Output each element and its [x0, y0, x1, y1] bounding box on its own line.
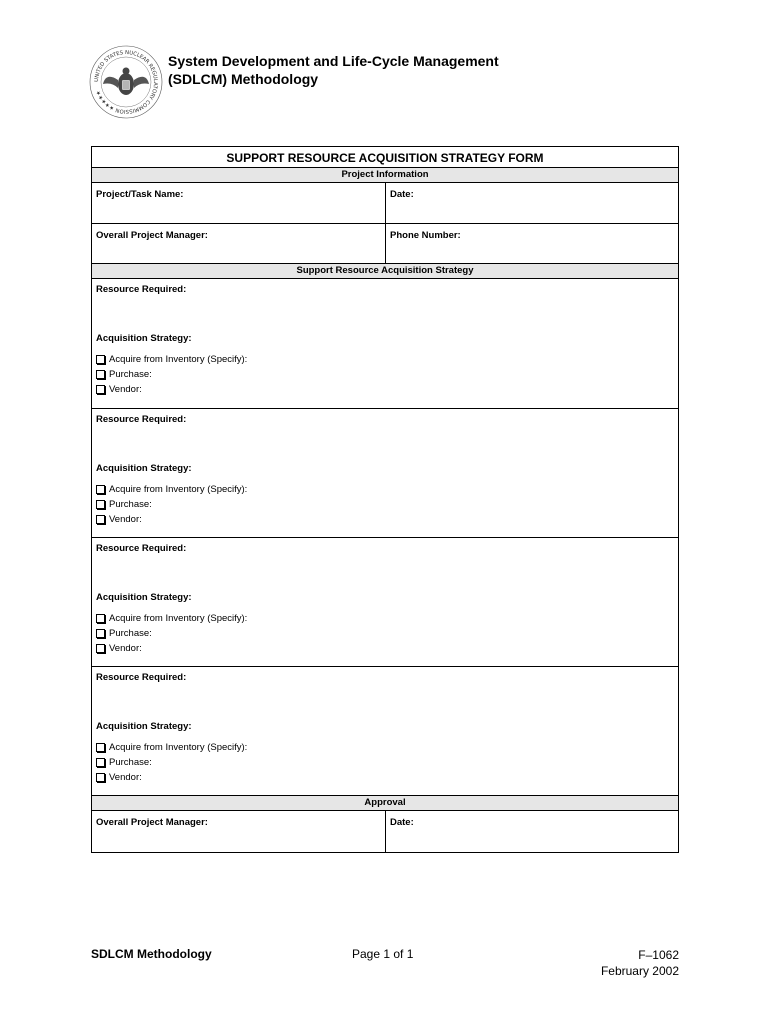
approval-manager-field[interactable]: Overall Project Manager:	[92, 811, 386, 852]
project-manager-field[interactable]: Overall Project Manager:	[92, 224, 386, 263]
purchase-option-label: Purchase:	[109, 628, 152, 639]
vendor-option-label: Vendor:	[109, 772, 142, 783]
footer-methodology: SDLCM Methodology	[91, 947, 212, 961]
purchase-option-label: Purchase:	[109, 757, 152, 768]
purchase-checkbox[interactable]	[96, 758, 105, 767]
acquisition-strategy-label: Acquisition Strategy:	[96, 463, 192, 474]
resource-required-label: Resource Required:	[96, 672, 187, 683]
document-title	[168, 52, 499, 88]
project-info-heading: Project Information	[92, 167, 678, 183]
resource-required-label: Resource Required:	[96, 414, 187, 425]
inventory-option-label: Acquire from Inventory (Specify):	[109, 354, 248, 365]
phone-number-field[interactable]: Phone Number:	[390, 230, 461, 241]
acquisition-strategy-label: Acquisition Strategy:	[96, 333, 192, 344]
footer-form-info	[601, 947, 679, 979]
inventory-option-label: Acquire from Inventory (Specify):	[109, 742, 248, 753]
approval-row	[92, 811, 678, 852]
approval-date-field[interactable]: Date:	[390, 817, 414, 828]
inventory-checkbox[interactable]	[96, 485, 105, 494]
nrc-seal-logo	[88, 44, 164, 120]
resource-block-2	[92, 408, 678, 537]
project-row	[92, 183, 678, 223]
purchase-option-label: Purchase:	[109, 499, 152, 510]
inventory-checkbox[interactable]	[96, 743, 105, 752]
form-title: SUPPORT RESOURCE ACQUISITION STRATEGY FORM	[226, 151, 544, 165]
document-title-line1: System Development and Life-Cycle Management	[168, 53, 499, 69]
inventory-checkbox[interactable]	[96, 355, 105, 364]
manager-row	[92, 223, 678, 263]
resource-block-3	[92, 537, 678, 666]
footer-date: February 2002	[600, 964, 679, 978]
resource-required-label: Resource Required:	[96, 543, 187, 554]
acquisition-strategy-label: Acquisition Strategy:	[96, 592, 192, 603]
vendor-checkbox[interactable]	[96, 385, 105, 394]
acquisition-strategy-label: Acquisition Strategy:	[96, 721, 192, 732]
vendor-checkbox[interactable]	[96, 515, 105, 524]
acquisition-strategy-form	[91, 146, 679, 853]
svg-text:UNITED STATES NUCLEAR REGULATO: UNITED STATES NUCLEAR REGULATORY COMMISSION ★★★★★	[93, 49, 159, 115]
vendor-option-label: Vendor:	[109, 384, 142, 395]
purchase-checkbox[interactable]	[96, 629, 105, 638]
document-title-line2: (SDLCM) Methodology	[168, 71, 319, 87]
resource-block-4	[92, 666, 678, 795]
inventory-checkbox[interactable]	[96, 614, 105, 623]
strategy-heading: Support Resource Acquisition Strategy	[92, 263, 678, 279]
vendor-option-label: Vendor:	[109, 514, 142, 525]
approval-heading: Approval	[92, 795, 678, 811]
purchase-checkbox[interactable]	[96, 500, 105, 509]
vendor-option-label: Vendor:	[109, 643, 142, 654]
date-field[interactable]: Date:	[390, 189, 414, 200]
vendor-checkbox[interactable]	[96, 644, 105, 653]
resource-block-1	[92, 279, 678, 408]
footer-page-number: Page 1 of 1	[352, 947, 414, 961]
purchase-checkbox[interactable]	[96, 370, 105, 379]
resource-required-label: Resource Required:	[96, 284, 187, 295]
vendor-checkbox[interactable]	[96, 773, 105, 782]
purchase-option-label: Purchase:	[109, 369, 152, 380]
footer-form-number: F–1062	[638, 948, 679, 962]
inventory-option-label: Acquire from Inventory (Specify):	[109, 613, 248, 624]
project-task-field[interactable]: Project/Task Name:	[92, 183, 386, 223]
inventory-option-label: Acquire from Inventory (Specify):	[109, 484, 248, 495]
